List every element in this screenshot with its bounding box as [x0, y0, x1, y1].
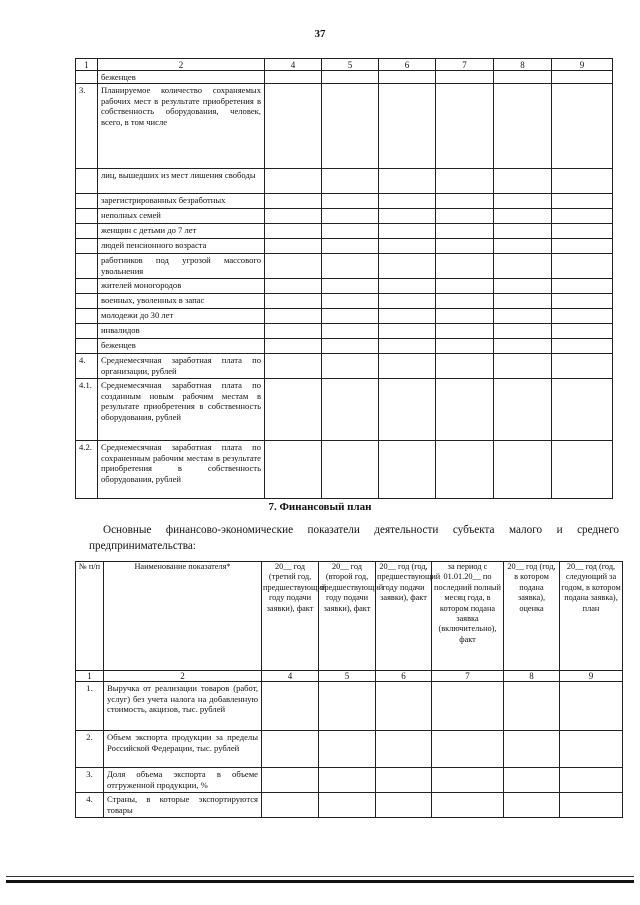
value-cell[interactable] [436, 379, 494, 441]
row-label: Планируемое количество сохраняемых рабочих мест в результате приобретения в собственность оборудования, человек, всего, в том числе [98, 84, 265, 169]
value-cell[interactable] [379, 239, 436, 254]
value-cell[interactable] [376, 682, 432, 731]
row-label: беженцев [98, 339, 265, 354]
value-cell[interactable] [265, 279, 322, 294]
value-cell[interactable] [552, 441, 613, 499]
value-cell[interactable] [265, 194, 322, 209]
value-cell[interactable] [432, 768, 504, 793]
table2-number-row [76, 671, 623, 682]
value-cell[interactable] [376, 731, 432, 768]
value-cell[interactable] [322, 224, 379, 239]
row-number: 4. [76, 793, 104, 818]
value-cell[interactable] [379, 379, 436, 441]
value-cell[interactable] [552, 309, 613, 324]
value-cell[interactable] [265, 309, 322, 324]
row-number: 4.1. [76, 379, 98, 441]
table1-header-row [76, 59, 613, 71]
header-cell: 20__ год (год, следующий за годом, в котором подана заявка), план [560, 562, 623, 671]
row-label: Страны, в которые экспортируются товары [104, 793, 262, 818]
value-cell[interactable] [494, 279, 552, 294]
row-label: женщин с детьми до 7 лет [98, 224, 265, 239]
row-label: жителей моногородов [98, 279, 265, 294]
value-cell[interactable] [436, 354, 494, 379]
value-cell[interactable] [379, 169, 436, 194]
row-number: 3. [76, 768, 104, 793]
table-row [76, 169, 613, 194]
value-cell[interactable] [265, 239, 322, 254]
table-row [76, 84, 613, 169]
table-row [76, 324, 613, 339]
table-row [76, 441, 613, 499]
row-number [76, 194, 98, 209]
value-cell[interactable] [494, 294, 552, 309]
table-row [76, 209, 613, 224]
financial-plan-table [75, 561, 623, 818]
value-cell[interactable] [494, 71, 552, 84]
value-cell[interactable] [436, 84, 494, 169]
table-row [76, 379, 613, 441]
value-cell[interactable] [494, 254, 552, 279]
value-cell[interactable] [436, 441, 494, 499]
value-cell[interactable] [379, 254, 436, 279]
col-number: 7 [436, 59, 494, 71]
row-number [76, 239, 98, 254]
value-cell[interactable] [432, 682, 504, 731]
value-cell[interactable] [322, 71, 379, 84]
value-cell[interactable] [262, 793, 319, 818]
col-number: 5 [322, 59, 379, 71]
value-cell[interactable] [436, 239, 494, 254]
col-number: 1 [76, 59, 98, 71]
value-cell[interactable] [322, 169, 379, 194]
table-row [76, 239, 613, 254]
value-cell[interactable] [322, 324, 379, 339]
value-cell[interactable] [436, 309, 494, 324]
value-cell[interactable] [265, 169, 322, 194]
value-cell[interactable] [265, 354, 322, 379]
value-cell[interactable] [552, 194, 613, 209]
row-number [76, 279, 98, 294]
row-number [76, 254, 98, 279]
row-label: военных, уволенных в запас [98, 294, 265, 309]
row-number [76, 309, 98, 324]
col-number: 6 [379, 59, 436, 71]
value-cell[interactable] [322, 309, 379, 324]
value-cell[interactable] [322, 209, 379, 224]
row-label: зарегистрированных безработных [98, 194, 265, 209]
value-cell[interactable] [265, 324, 322, 339]
value-cell[interactable] [494, 339, 552, 354]
section-title: 7. Финансовый план [268, 501, 372, 513]
value-cell[interactable] [265, 84, 322, 169]
value-cell[interactable] [265, 209, 322, 224]
row-number: 2. [76, 731, 104, 768]
value-cell[interactable] [552, 339, 613, 354]
row-label: людей пенсионного возраста [98, 239, 265, 254]
value-cell[interactable] [379, 354, 436, 379]
value-cell[interactable] [322, 441, 379, 499]
value-cell[interactable] [494, 354, 552, 379]
value-cell[interactable] [494, 224, 552, 239]
row-label: Выручка от реализации товаров (работ, услуг) без учета налога на добавленную стоимость, акцизов, тыс. рублей [104, 682, 262, 731]
value-cell[interactable] [436, 254, 494, 279]
value-cell[interactable] [552, 209, 613, 224]
value-cell[interactable] [319, 793, 376, 818]
value-cell[interactable] [494, 209, 552, 224]
col-number: 8 [504, 671, 560, 682]
table-row [76, 294, 613, 309]
value-cell[interactable] [265, 254, 322, 279]
value-cell[interactable] [322, 254, 379, 279]
row-label: Среднемесячная заработная плата по созданным новым рабочим местам в результате приобретения в собственность оборудования, рублей [98, 379, 265, 441]
value-cell[interactable] [322, 294, 379, 309]
row-number [76, 209, 98, 224]
table-row [76, 194, 613, 209]
value-cell[interactable] [504, 768, 560, 793]
value-cell[interactable] [262, 682, 319, 731]
value-cell[interactable] [265, 71, 322, 84]
value-cell[interactable] [322, 279, 379, 294]
table-row [76, 309, 613, 324]
col-number: 4 [262, 671, 319, 682]
value-cell[interactable] [436, 339, 494, 354]
value-cell[interactable] [265, 339, 322, 354]
value-cell[interactable] [436, 209, 494, 224]
value-cell[interactable] [265, 294, 322, 309]
col-number: 9 [552, 59, 613, 71]
table-row [76, 768, 623, 793]
table-row [76, 224, 613, 239]
table-row [76, 731, 623, 768]
header-cell: Наименование показателя* [104, 562, 262, 671]
value-cell[interactable] [436, 224, 494, 239]
value-cell[interactable] [319, 731, 376, 768]
value-cell[interactable] [552, 169, 613, 194]
value-cell[interactable] [322, 239, 379, 254]
table-row [76, 682, 623, 731]
row-number [76, 71, 98, 84]
row-number: 4.2. [76, 441, 98, 499]
value-cell[interactable] [552, 224, 613, 239]
header-cell: 20__ год (год, предшествующий году подачи заявки), факт [376, 562, 432, 671]
row-label: Среднемесячная заработная плата по организации, рублей [98, 354, 265, 379]
value-cell[interactable] [379, 71, 436, 84]
footer-rule [6, 880, 634, 883]
value-cell[interactable] [262, 731, 319, 768]
row-label: беженцев [98, 71, 265, 84]
section-intro: Основные финансово-экономические показатели деятельности субъекта малого и среднего предпринимательства: [89, 524, 619, 552]
row-number: 4. [76, 354, 98, 379]
value-cell[interactable] [379, 339, 436, 354]
table-row [76, 279, 613, 294]
value-cell[interactable] [552, 239, 613, 254]
value-cell[interactable] [379, 224, 436, 239]
value-cell[interactable] [436, 71, 494, 84]
row-number [76, 224, 98, 239]
col-number: 8 [494, 59, 552, 71]
value-cell[interactable] [376, 768, 432, 793]
value-cell[interactable] [494, 169, 552, 194]
row-label: инвалидов [98, 324, 265, 339]
value-cell[interactable] [552, 324, 613, 339]
row-label: неполных семей [98, 209, 265, 224]
value-cell[interactable] [560, 768, 623, 793]
header-cell: № п/п [76, 562, 104, 671]
value-cell[interactable] [552, 254, 613, 279]
value-cell[interactable] [552, 294, 613, 309]
value-cell[interactable] [432, 731, 504, 768]
header-cell: за период с 01.01.20__ по последний полный месяц года, в котором подана заявка (включительно), факт [432, 562, 504, 671]
page-number: 37 [314, 28, 326, 40]
value-cell[interactable] [436, 324, 494, 339]
value-cell[interactable] [432, 793, 504, 818]
table-row [76, 354, 613, 379]
table-row [76, 793, 623, 818]
col-number: 6 [376, 671, 432, 682]
value-cell[interactable] [560, 682, 623, 731]
row-label: Объем экспорта продукции за пределы Российской Федерации, тыс. рублей [104, 731, 262, 768]
row-label: работников под угрозой массового увольнения [98, 254, 265, 279]
value-cell[interactable] [319, 768, 376, 793]
col-number: 4 [265, 59, 322, 71]
footer-rule-thin [6, 876, 634, 877]
value-cell[interactable] [494, 441, 552, 499]
value-cell[interactable] [552, 279, 613, 294]
value-cell[interactable] [319, 682, 376, 731]
value-cell[interactable] [379, 324, 436, 339]
value-cell[interactable] [504, 793, 560, 818]
row-label: молодежи до 30 лет [98, 309, 265, 324]
value-cell[interactable] [494, 324, 552, 339]
row-number: 3. [76, 84, 98, 169]
header-cell: 20__ год (год, в котором подана заявка), оценка [504, 562, 560, 671]
value-cell[interactable] [379, 209, 436, 224]
value-cell[interactable] [494, 194, 552, 209]
col-number: 5 [319, 671, 376, 682]
value-cell[interactable] [552, 84, 613, 169]
row-number [76, 294, 98, 309]
row-label: Доля объема экспорта в объеме отгруженной продукции, % [104, 768, 262, 793]
value-cell[interactable] [494, 379, 552, 441]
table-row [76, 254, 613, 279]
value-cell[interactable] [494, 84, 552, 169]
value-cell[interactable] [552, 379, 613, 441]
value-cell[interactable] [436, 279, 494, 294]
value-cell[interactable] [265, 379, 322, 441]
value-cell[interactable] [552, 354, 613, 379]
value-cell[interactable] [379, 279, 436, 294]
value-cell[interactable] [322, 354, 379, 379]
row-number [76, 324, 98, 339]
value-cell[interactable] [560, 731, 623, 768]
value-cell[interactable] [379, 441, 436, 499]
col-number: 2 [98, 59, 265, 71]
value-cell[interactable] [552, 71, 613, 84]
header-cell: 20__ год (второй год, предшествующий году подачи заявки), факт [319, 562, 376, 671]
value-cell[interactable] [322, 84, 379, 169]
value-cell[interactable] [436, 169, 494, 194]
table-row [76, 339, 613, 354]
table2-header-row [76, 562, 623, 671]
value-cell[interactable] [494, 309, 552, 324]
value-cell[interactable] [494, 239, 552, 254]
value-cell[interactable] [379, 294, 436, 309]
col-number: 2 [104, 671, 262, 682]
col-number: 7 [432, 671, 504, 682]
value-cell[interactable] [436, 194, 494, 209]
value-cell[interactable] [265, 441, 322, 499]
value-cell[interactable] [504, 731, 560, 768]
value-cell[interactable] [504, 682, 560, 731]
employment-table [75, 58, 613, 499]
value-cell[interactable] [322, 194, 379, 209]
col-number: 9 [560, 671, 623, 682]
row-number [76, 339, 98, 354]
col-number: 1 [76, 671, 104, 682]
value-cell[interactable] [322, 339, 379, 354]
value-cell[interactable] [379, 194, 436, 209]
table-row [76, 71, 613, 84]
value-cell[interactable] [262, 768, 319, 793]
value-cell[interactable] [322, 379, 379, 441]
header-cell: 20__ год (третий год, предшествующий году подачи заявки), факт [262, 562, 319, 671]
row-label: лиц, вышедших из мест лишения свободы [98, 169, 265, 194]
value-cell[interactable] [379, 309, 436, 324]
value-cell[interactable] [265, 224, 322, 239]
row-number: 1. [76, 682, 104, 731]
value-cell[interactable] [560, 793, 623, 818]
value-cell[interactable] [379, 84, 436, 169]
value-cell[interactable] [376, 793, 432, 818]
row-number [76, 169, 98, 194]
row-label: Среднемесячная заработная плата по сохраненным рабочим местам в результате приобретения в собственность оборудования, рублей [98, 441, 265, 499]
value-cell[interactable] [436, 294, 494, 309]
